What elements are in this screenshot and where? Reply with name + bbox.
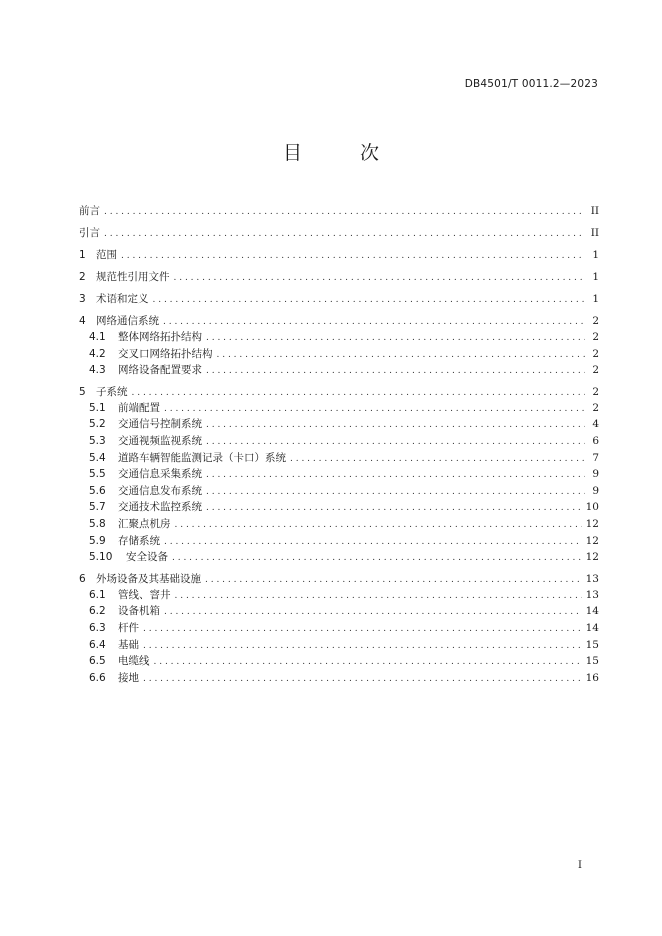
- dot-leader: [175, 587, 582, 605]
- dot-leader: [143, 620, 582, 638]
- toc-entry-number: 6.6: [89, 671, 106, 684]
- toc-entry-number: 5.9: [89, 534, 106, 547]
- toc-entry-label: 外场设备及其基础设施: [96, 572, 201, 585]
- dot-leader: [206, 483, 585, 501]
- toc-entry-label: 设备机箱: [118, 605, 160, 618]
- page-number: I: [578, 860, 582, 871]
- toc-entry-label: 交通视频监视系统: [118, 434, 202, 447]
- toc-entry-label: 交叉口网络拓扑结构: [118, 347, 213, 360]
- dot-leader: [206, 362, 585, 380]
- document-id: DB4501/T 0011.2—2023: [464, 78, 598, 90]
- dot-leader: [290, 450, 585, 468]
- toc-entry[interactable]: [79, 200, 599, 222]
- toc-entry[interactable]: [79, 603, 599, 620]
- toc-entry-label: 基础: [118, 638, 139, 651]
- dot-leader: [164, 400, 585, 418]
- toc-entry-label: 引言: [79, 227, 100, 239]
- toc-entry-number: 5.2: [89, 418, 106, 431]
- dot-leader: [175, 516, 582, 534]
- toc-entry-number: 6.1: [89, 588, 106, 601]
- toc-entry[interactable]: [79, 499, 599, 516]
- toc-entry-page: 12: [585, 551, 599, 564]
- toc-entry-number: 5.1: [89, 401, 106, 414]
- toc-entry-page: 9: [592, 468, 599, 481]
- toc-entry[interactable]: [79, 637, 599, 654]
- dot-leader: [217, 346, 586, 364]
- dot-leader: [153, 288, 586, 311]
- dot-leader: [143, 637, 582, 655]
- toc-entry-number: 5.3: [89, 434, 106, 447]
- toc-entry-label: 术语和定义: [96, 293, 149, 305]
- toc-entry-label: 交通信号控制系统: [118, 418, 202, 431]
- toc-entry-label: 交通信息发布系统: [118, 484, 202, 497]
- toc-entry[interactable]: [79, 288, 599, 310]
- toc-entry-label: 前言: [79, 205, 100, 217]
- toc-entry-label: 安全设备: [126, 551, 168, 564]
- toc-entry-label: 交通技术监控系统: [118, 501, 202, 514]
- toc-entry-label: 网络设备配置要求: [118, 364, 202, 377]
- dot-leader: [172, 549, 582, 567]
- toc-entry-number: 5.8: [89, 517, 106, 530]
- toc-entry-page: II: [590, 205, 599, 217]
- toc-entry-page: 15: [585, 638, 599, 651]
- toc-entry-number: 6.3: [89, 621, 106, 634]
- dot-leader: [206, 466, 585, 484]
- toc-entry-label: 存储系统: [118, 534, 160, 547]
- dot-leader: [143, 670, 582, 688]
- toc-entry-number: 5.6: [89, 484, 106, 497]
- toc-entry-number: 6.5: [89, 655, 106, 668]
- toc-entry-label: 网络通信系统: [96, 315, 159, 327]
- toc-entry[interactable]: [79, 620, 599, 637]
- toc-entry-number: 5.10: [89, 551, 113, 564]
- toc-entry-page: 12: [585, 534, 599, 547]
- toc-entry[interactable]: [79, 587, 599, 604]
- toc-entry-page: 15: [585, 655, 599, 668]
- toc-entry-label: 接地: [118, 671, 139, 684]
- toc-entry-label: 电缆线: [118, 655, 150, 668]
- toc-entry-number: 4.2: [89, 347, 106, 360]
- toc-entry-page: 2: [592, 331, 599, 343]
- table-of-contents: [79, 200, 599, 686]
- toc-entry-page: 4: [592, 418, 599, 431]
- toc-entry[interactable]: [79, 266, 599, 288]
- toc-entry[interactable]: [79, 244, 599, 266]
- page-title: 目 次: [282, 142, 406, 164]
- toc-entry-page: 13: [585, 588, 599, 601]
- toc-entry-page: 16: [585, 671, 599, 684]
- dot-leader: [164, 533, 582, 551]
- toc-entry[interactable]: [79, 222, 599, 244]
- toc-entry-label: 管线、窨井: [118, 588, 171, 601]
- toc-entry-number: 6.2: [89, 605, 106, 618]
- toc-entry-page: 14: [585, 621, 599, 634]
- toc-entry-number: 6: [79, 572, 86, 585]
- toc-entry[interactable]: [79, 329, 599, 346]
- toc-entry-page: 13: [585, 572, 599, 585]
- toc-entry-number: 4.1: [89, 331, 106, 343]
- toc-entry-page: 2: [592, 364, 599, 377]
- toc-entry-number: 5.4: [89, 451, 106, 464]
- toc-entry[interactable]: [79, 653, 599, 670]
- toc-entry-page: 2: [592, 347, 599, 360]
- toc-entry-number: 2: [79, 271, 86, 283]
- toc-entry-page: 1: [592, 293, 599, 305]
- toc-entry[interactable]: [79, 483, 599, 500]
- toc-entry[interactable]: [79, 466, 599, 483]
- toc-entry-page: 2: [592, 385, 599, 398]
- toc-entry-page: 1: [592, 271, 599, 283]
- toc-entry-page: 2: [592, 315, 599, 327]
- toc-entry-number: 5: [79, 385, 86, 398]
- dot-leader: [174, 266, 586, 289]
- dot-leader: [206, 433, 585, 451]
- toc-entry[interactable]: [79, 433, 599, 450]
- toc-entry[interactable]: [79, 533, 599, 550]
- toc-entry[interactable]: [79, 450, 599, 467]
- toc-entry-label: 交通信息采集系统: [118, 468, 202, 481]
- dot-leader: [104, 222, 585, 245]
- toc-entry[interactable]: [79, 362, 599, 379]
- toc-entry-page: 1: [592, 249, 599, 261]
- toc-entry[interactable]: [79, 416, 599, 433]
- toc-entry-number: 4: [79, 315, 86, 327]
- toc-entry[interactable]: [79, 400, 599, 417]
- toc-entry-page: 9: [592, 484, 599, 497]
- dot-leader: [154, 653, 582, 671]
- dot-leader: [206, 416, 585, 434]
- toc-entry-label: 规范性引用文件: [96, 271, 170, 283]
- dot-leader: [206, 499, 582, 517]
- dot-leader: [164, 603, 582, 621]
- toc-entry[interactable]: [79, 549, 599, 566]
- toc-entry-number: 6.4: [89, 638, 106, 651]
- toc-entry-label: 道路车辆智能监测记录（卡口）系统: [118, 451, 286, 464]
- toc-entry-number: 4.3: [89, 364, 106, 377]
- dot-leader: [206, 329, 585, 347]
- toc-entry-page: 7: [592, 451, 599, 464]
- toc-entry-number: 1: [79, 249, 86, 261]
- toc-entry[interactable]: [79, 670, 599, 687]
- toc-entry-label: 杆件: [118, 621, 139, 634]
- toc-entry-number: 3: [79, 293, 86, 305]
- toc-entry-page: 6: [592, 434, 599, 447]
- toc-entry-label: 前端配置: [118, 401, 160, 414]
- toc-entry-number: 5.7: [89, 501, 106, 514]
- toc-entry-page: II: [590, 227, 599, 239]
- toc-entry-label: 子系统: [96, 385, 128, 398]
- toc-entry-label: 汇聚点机房: [118, 517, 171, 530]
- toc-entry-page: 14: [585, 605, 599, 618]
- toc-entry-label: 范围: [96, 249, 117, 261]
- toc-entry-number: 5.5: [89, 468, 106, 481]
- dot-leader: [104, 200, 585, 223]
- toc-entry-page: 2: [592, 401, 599, 414]
- toc-entry[interactable]: [79, 346, 599, 363]
- dot-leader: [121, 244, 585, 267]
- toc-entry-label: 整体网络拓扑结构: [118, 331, 202, 343]
- toc-entry-page: 10: [585, 501, 599, 514]
- toc-entry-page: 12: [585, 517, 599, 530]
- toc-entry[interactable]: [79, 516, 599, 533]
